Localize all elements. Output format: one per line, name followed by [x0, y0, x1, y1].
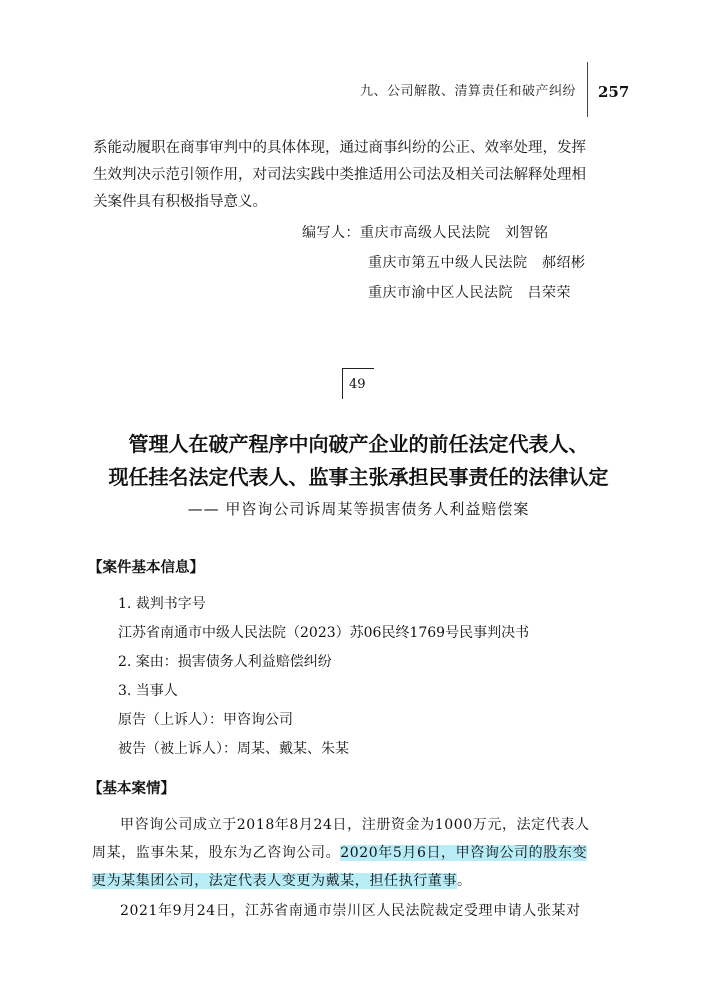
info-item: 1. 裁判书字号	[118, 596, 206, 612]
case-subtitle: —— 甲咨询公司诉周某等损害债务人利益赔偿案	[187, 500, 530, 518]
page-number: 257	[598, 83, 630, 101]
case-number: 49	[349, 377, 366, 392]
info-item: 江苏省南通市中级人民法院（2023）苏06民终1769号民事判决书	[118, 625, 530, 641]
info-item: 被告（被上诉人）：周某、戴某、朱某	[118, 741, 349, 757]
intro-paragraph	[93, 135, 633, 216]
header-divider	[587, 62, 588, 117]
case-title-line: 现任挂名法定代表人、监事主张承担民事责任的法律认定	[108, 465, 609, 489]
author-line: 重庆市高级人民法院 刘智铭	[360, 225, 549, 241]
author-line: 重庆市渝中区人民法院 吕荣荣	[368, 285, 571, 301]
facts-line: 2021年9月24日，江苏省南通市崇川区人民法院裁定受理申请人张某对	[120, 903, 581, 919]
info-item: 3. 当事人	[118, 683, 178, 699]
facts-highlight: 2020年5月6日，甲咨询公司的股东变	[340, 845, 588, 861]
case-title-line: 管理人在破产程序中向破产企业的前任法定代表人、	[128, 432, 589, 456]
facts-line	[92, 842, 587, 862]
running-header-title: 九、公司解散、清算责任和破产纠纷	[360, 84, 577, 99]
facts-text: 周某，监事朱某，股东为乙咨询公司。	[92, 845, 341, 861]
intro-line: 系能动履职在商事审判中的具体体现，通过商事纠纷的公正、效率处理，发挥	[93, 140, 586, 156]
info-item: 原告（上诉人）：甲咨询公司	[118, 712, 293, 728]
authors-label: 编写人：	[302, 225, 360, 241]
info-item: 2. 案由：损害债务人利益赔偿纠纷	[118, 654, 332, 670]
intro-line: 关案件具有积极指导意义。	[93, 194, 267, 210]
authors-row	[302, 222, 549, 242]
facts-line	[92, 870, 472, 890]
facts-text: 。	[457, 873, 472, 889]
facts-line: 甲咨询公司成立于2018年8月24日，注册资金为1000万元，法定代表人	[120, 817, 590, 833]
facts-heading: 【基本案情】	[88, 781, 175, 797]
author-line: 重庆市第五中级人民法院 郝绍彬	[368, 255, 586, 271]
intro-line: 生效判决示范引领作用，对司法实践中类推适用公司法及相关司法解释处理相	[93, 167, 586, 183]
facts-highlight: 更为某集团公司，法定代表人变更为戴某，担任执行董事	[92, 873, 457, 889]
basic-info-heading: 【案件基本信息】	[88, 560, 204, 576]
case-number-box	[342, 368, 374, 399]
